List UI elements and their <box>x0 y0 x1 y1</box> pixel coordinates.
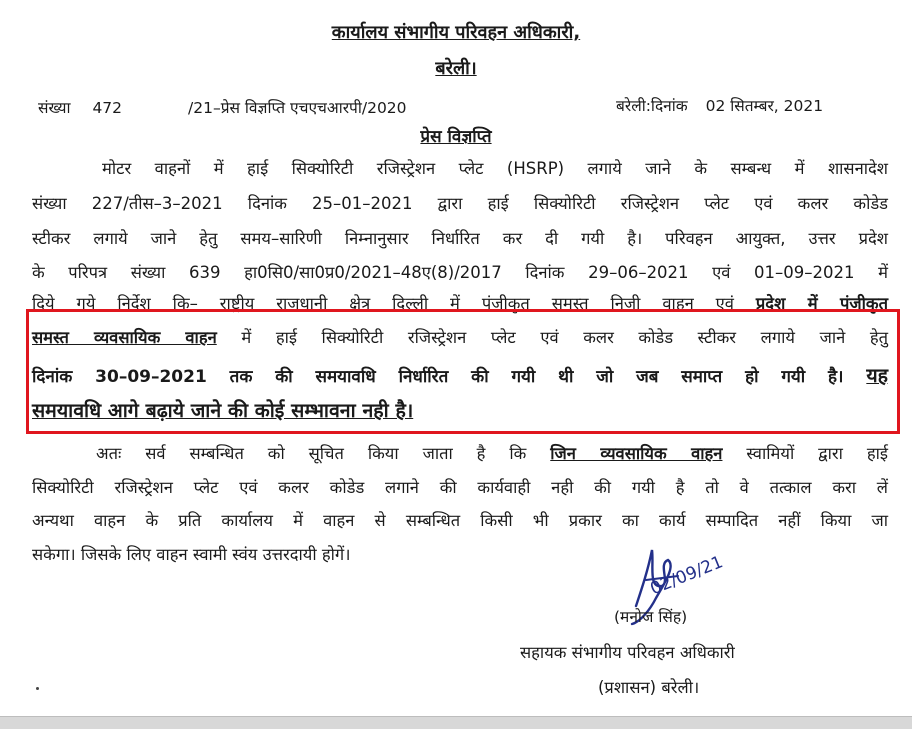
para1-line6-text: में हाई सिक्योरिटी रजिस्ट्रेशन प्लेट एवं कलर कोडेड स्टीकर लगाये जाने हेतु <box>241 328 889 347</box>
date-value: 02 सितम्बर, 2021 <box>705 97 824 115</box>
signatory-designation: सहायक संभागीय परिवहन अधिकारी <box>520 643 735 662</box>
reference-number-value: 472 <box>92 99 123 117</box>
reference-date <box>616 94 823 116</box>
para2-line1-text: अतः सर्व सम्बन्धित को सूचित किया जाता है कि <box>96 444 527 463</box>
date-label: बरेली:दिनांक <box>616 97 688 115</box>
para1-line8: समयावधि आगे बढ़ाये जाने की कोई सम्भावना नही है। <box>32 399 414 422</box>
signatory-unit: (प्रशासन) बरेली। <box>598 678 700 697</box>
bottom-bar <box>0 716 912 729</box>
para1-line7-emphasis: यह <box>866 364 888 387</box>
para2-line1-tail: स्वामियों द्वारा हाई <box>746 444 889 463</box>
para1-line5-emphasis: प्रदेश में पंजीकृत <box>755 294 888 313</box>
para1-line6-emphasis: समस्त व्यवसायिक वाहन <box>32 328 217 347</box>
para1-line2: संख्या 227/तीस–3–2021 दिनांक 25–01–2021 द्वारा हाई सिक्योरिटी रजिस्ट्रेशन प्लेट एवं कलर कोडेड <box>32 194 888 213</box>
para1-line7-text: दिनांक 30–09–2021 तक की समयावधि निर्धारित की गयी थी जो जब समाप्त हो गयी है। <box>32 367 844 387</box>
para1-line3: स्टीकर लगाये जाने हेतु समय–सारिणी निम्नानुसार निर्धारित कर दी गयी है। परिवहन आयुक्त, उत्तर प्रदेश <box>32 229 889 248</box>
para1-line4: के परिपत्र संख्या 639 हा0सि0/सा0प्र0/2021–48ए(8)/2017 दिनांक 29–06–2021 एवं 01–09–2021 में <box>32 263 888 282</box>
office-heading: कार्यालय संभागीय परिवहन अधिकारी, <box>331 22 581 43</box>
para2-line3: अन्यथा वाहन के प्रति कार्यालय में वाहन से सम्बन्धित किसी भी प्रकार का कार्य सम्पादित नहीं किया जा <box>32 511 888 530</box>
press-release-title: प्रेस विज्ञप्ति <box>420 127 492 147</box>
para1-line5-text: दिये गये निर्देश कि– राष्ट्रीय राजधानी क्षेत्र दिल्ली में पंजीकृत समस्त निजी वाहन एवं <box>32 294 734 313</box>
reference-code: /21–प्रेस विज्ञप्ति एचएचआरपी/2020 <box>188 99 407 117</box>
para2-line2: सिक्योरिटी रजिस्ट्रेशन प्लेट एवं कलर कोडेड लगाने की कार्यवाही नही की गयी है तो वे तत्काल करा लें <box>32 478 888 497</box>
para2-line1-emphasis: जिन व्यवसायिक वाहन <box>550 444 723 463</box>
para1-line6 <box>32 325 888 348</box>
para1-line1: मोटर वाहनों में हाई सिक्योरिटी रजिस्ट्रेशन प्लेट (HSRP) लगाये जाने के सम्बन्ध में शासनादेश <box>102 159 888 178</box>
para2-line4: सकेगा। जिसके लिए वाहन स्वामी स्वंय उत्तरदायी होगें। <box>32 545 351 564</box>
reference-number-label: संख्या <box>38 99 71 117</box>
reference-number <box>38 96 122 118</box>
office-city: बरेली। <box>435 58 477 79</box>
scan-speck <box>36 687 39 690</box>
signature-date-text: 02/09/21 <box>647 552 726 600</box>
signatory-name: (मनोज सिंह) <box>614 608 688 626</box>
para1-line7 <box>32 361 888 388</box>
para2-line1 <box>96 441 888 464</box>
